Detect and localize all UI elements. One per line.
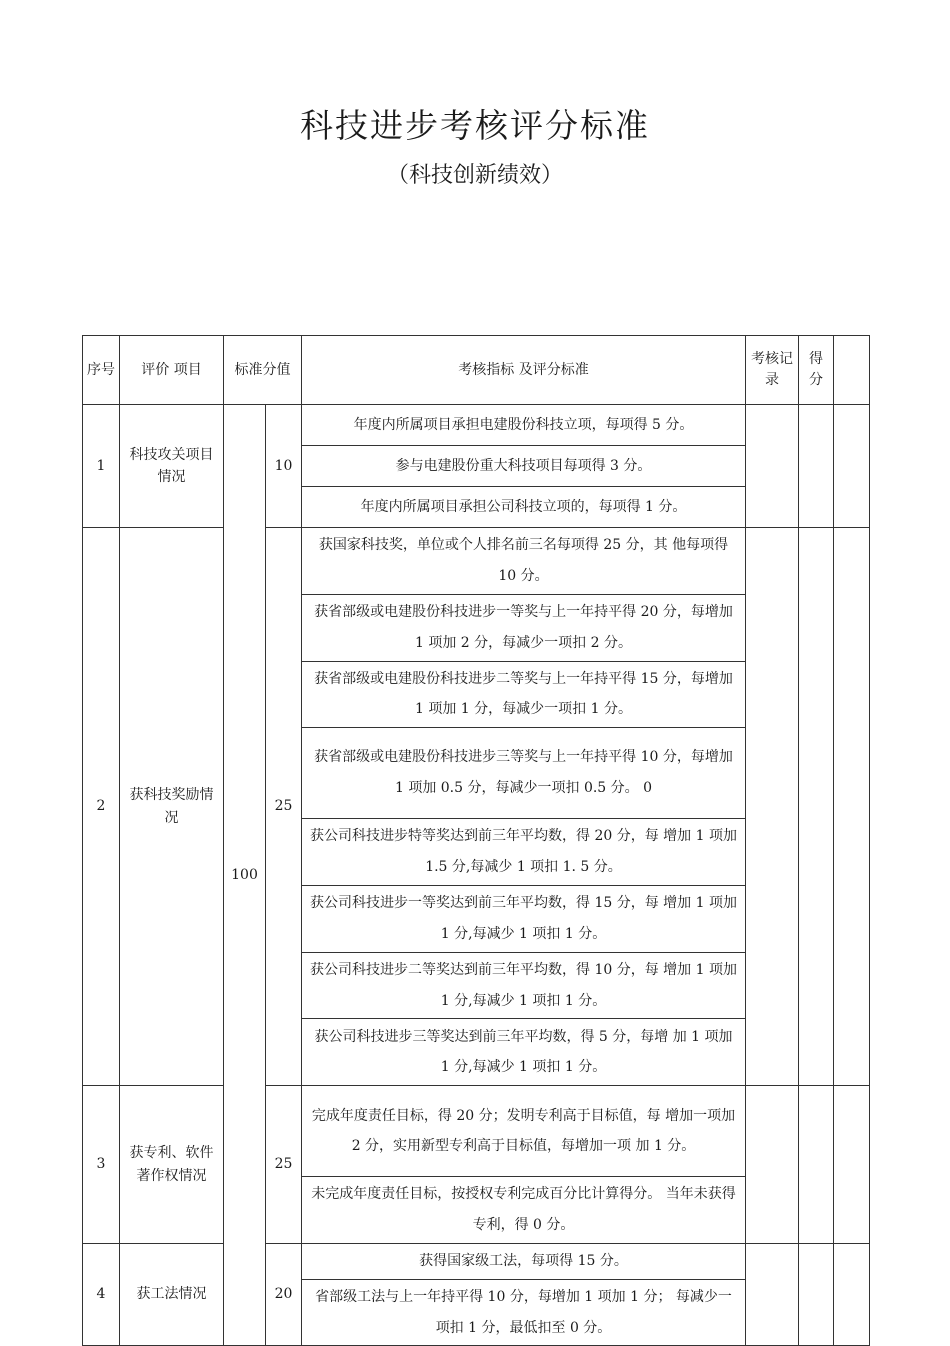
table-row (83, 1086, 870, 1177)
group-seq: 4 (83, 1243, 120, 1345)
group-item: 获科技奖励情况 (120, 528, 224, 1086)
criteria-cell: 获得国家级工法，每项得 15 分。 (302, 1243, 746, 1279)
score-cell[interactable] (799, 1086, 834, 1244)
header-seq: 序号 (83, 336, 120, 405)
group-points: 25 (266, 528, 302, 1086)
group-item: 科技攻关项目情况 (120, 405, 224, 528)
group-points: 10 (266, 405, 302, 528)
criteria-cell: 参与电建股份重大科技项目每项得 3 分。 (302, 446, 746, 487)
score-cell[interactable] (799, 405, 834, 528)
header-criteria: 考核指标 及评分标准 (302, 336, 746, 405)
record-cell[interactable] (746, 1086, 799, 1244)
record-cell[interactable] (746, 528, 799, 1086)
group-seq: 1 (83, 405, 120, 528)
total-points: 100 (224, 405, 266, 1346)
table-header-row (83, 336, 870, 405)
criteria-cell: 获公司科技进步二等奖达到前三年平均数，得 10 分，每 增加 1 项加 1 分,每减少 1 项扣 1 分。 (302, 952, 746, 1019)
criteria-cell: 获省部级或电建股份科技进步三等奖与上一年持平得 10 分，每增加 1 项加 0.5 分，每减少一项扣 0.5 分。 0 (302, 728, 746, 819)
table-row (83, 528, 870, 595)
header-extra (834, 336, 870, 405)
criteria-cell: 获国家科技奖，单位或个人排名前三名每项得 25 分，其 他每项得 10 分。 (302, 528, 746, 595)
record-cell[interactable] (746, 405, 799, 528)
extra-cell (834, 405, 870, 528)
criteria-cell: 年度内所属项目承担公司科技立项的，每项得 1 分。 (302, 487, 746, 528)
table-row (83, 405, 870, 446)
group-seq: 3 (83, 1086, 120, 1244)
extra-cell (834, 1243, 870, 1345)
criteria-cell: 获省部级或电建股份科技进步一等奖与上一年持平得 20 分，每增加 1 项加 2 分，每减少一项扣 2 分。 (302, 595, 746, 662)
group-item: 获工法情况 (120, 1243, 224, 1345)
group-item: 获专利、软件著作权情况 (120, 1086, 224, 1244)
table-row (83, 1243, 870, 1279)
header-record: 考核记录 (746, 336, 799, 405)
group-points: 25 (266, 1086, 302, 1244)
page-title: 科技进步考核评分标准 (300, 106, 650, 145)
criteria-cell: 获公司科技进步特等奖达到前三年平均数，得 20 分，每 增加 1 项加 1.5 分,每减少 1 项扣 1. 5 分。 (302, 819, 746, 886)
criteria-cell: 获公司科技进步一等奖达到前三年平均数，得 15 分，每 增加 1 项加 1 分,每减少 1 项扣 1 分。 (302, 886, 746, 953)
criteria-cell: 年度内所属项目承担电建股份科技立项，每项得 5 分。 (302, 405, 746, 446)
score-cell[interactable] (799, 528, 834, 1086)
criteria-cell: 未完成年度责任目标，按授权专利完成百分比计算得分。 当年未获得专利，得 0 分。 (302, 1177, 746, 1244)
record-cell[interactable] (746, 1243, 799, 1345)
page-subtitle: （科技创新绩效） (386, 163, 563, 188)
criteria-cell: 获公司科技进步三等奖达到前三年平均数，得 5 分，每增 加 1 项加 1 分,每减少 1 项扣 1 分。 (302, 1019, 746, 1086)
criteria-cell: 完成年度责任目标，得 20 分；发明专利高于目标值，每 增加一项加 2 分，实用新型专利高于目标值，每增加一项 加 1 分。 (302, 1086, 746, 1177)
header-item: 评价 项目 (120, 336, 224, 405)
header-standard-points: 标准分值 (224, 336, 302, 405)
extra-cell (834, 1086, 870, 1244)
extra-cell (834, 528, 870, 1086)
scoring-table (82, 335, 870, 1346)
criteria-cell: 获省部级或电建股份科技进步二等奖与上一年持平得 15 分，每增加 1 项加 1 分，每减少一项扣 1 分。 (302, 661, 746, 728)
group-seq: 2 (83, 528, 120, 1086)
score-cell[interactable] (799, 1243, 834, 1345)
header-score: 得分 (799, 336, 834, 405)
group-points: 20 (266, 1243, 302, 1345)
criteria-cell: 省部级工法与上一年持平得 10 分，每增加 1 项加 1 分； 每减少一项扣 1 分，最低扣至 0 分。 (302, 1279, 746, 1346)
